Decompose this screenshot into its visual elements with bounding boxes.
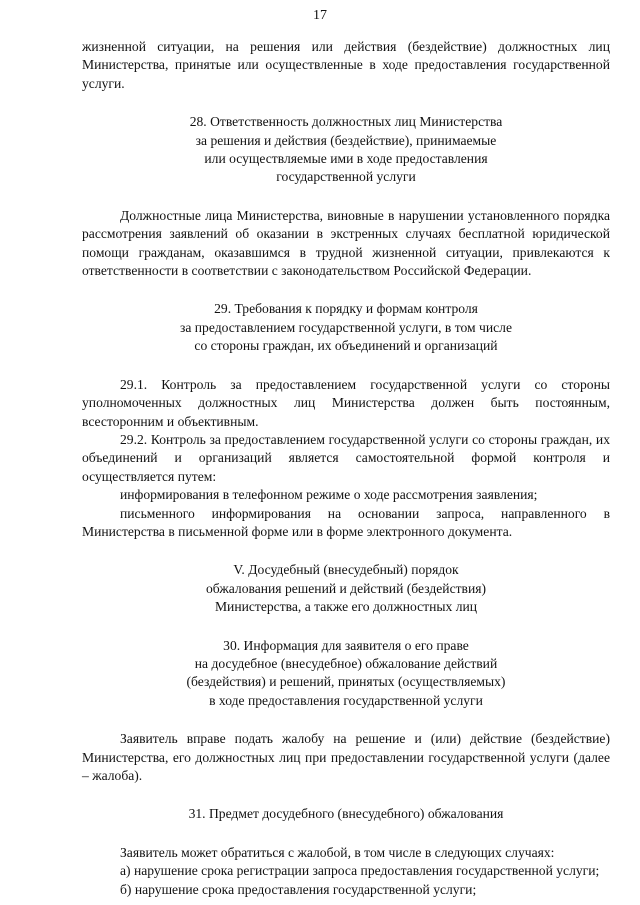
heading-line: со стороны граждан, их объединений и организаций (194, 338, 498, 354)
heading-line: Министерства, а также его должностных лиц (214, 599, 478, 615)
heading-line: (бездействия) и решений, принятых (осуществляемых) (186, 674, 506, 690)
heading-line: 28. Ответственность должностных лиц Министерства (189, 114, 503, 130)
section-29-item-written: письменного информирования на основании запроса, направленного в Министерства в письменной форме или в форме электронного документа. (82, 505, 610, 539)
chapter-5-heading (82, 561, 610, 616)
heading-line: обжалования решений и действий (бездействия) (205, 580, 487, 596)
heading-line: за решения и действия (бездействие), принимаемые (195, 132, 497, 148)
section-29-2-paragraph: 29.2. Контроль за предоставлением государственной услуги со стороны граждан, их объединений и организаций является самостоятельной формой контроля и осуществляется путем: (82, 431, 610, 484)
section-31-intro: Заявитель может обратиться с жалобой, в том числе в следующих случаях: (120, 844, 555, 860)
heading-line: 30. Информация для заявителя о его праве (223, 637, 469, 653)
section-31-item-a: а) нарушение срока регистрации запроса предоставления государственной услуги; (120, 863, 600, 879)
section-29-heading (82, 300, 610, 355)
section-29-item-phone: информирования в телефонном режиме о ходе рассмотрения заявления; (120, 487, 538, 503)
section-28-heading (82, 113, 610, 187)
heading-line: государственной услуги (276, 169, 416, 185)
heading-line: или осуществляемые ими в ходе предоставления (204, 151, 488, 167)
document-body (82, 38, 610, 899)
section-28-paragraph: Должностные лица Министерства, виновные в нарушении установленного порядка рассмотрения заявлений об оказании в экстренных случаях бесплатной юридической помощи гражданам, оказавшимся в трудной жизненной ситуации, привлекаются к ответственности в соответствии с законодательством Российской Федерации. (82, 207, 610, 279)
section-30-heading (82, 637, 610, 711)
heading-line: 31. Предмет досудебного (внесудебного) обжалования (188, 806, 504, 822)
heading-line: 29. Требования к порядку и формам контроля (214, 301, 478, 317)
section-29-1-paragraph: 29.1. Контроль за предоставлением государственной услуги со стороны уполномоченных должностных лиц Министерства должен быть постоянным, всесторонним и объективным. (82, 376, 610, 429)
section-30-paragraph: Заявитель вправе подать жалобу на решение и (или) действие (бездействие) Министерства, его должностных лиц при предоставлении государственной услуги (далее – жалоба). (82, 731, 610, 783)
heading-line: на досудебное (внесудебное) обжалование действий (194, 655, 498, 671)
section-31-heading (82, 805, 610, 823)
heading-line: за предоставлением государственной услуги, в том числе (179, 319, 512, 335)
heading-line: в ходе предоставления государственной услуги (209, 692, 483, 708)
section-31-item-b: б) нарушение срока предоставления государственной услуги; (120, 881, 477, 897)
page-number: 17 (313, 8, 327, 23)
heading-line: V. Досудебный (внесудебный) порядок (233, 562, 459, 578)
intro-paragraph: жизненной ситуации, на решения или действия (бездействие) должностных лиц Министерства, принятые или осуществленные в ходе предоставления государственной услуги. (82, 39, 610, 91)
